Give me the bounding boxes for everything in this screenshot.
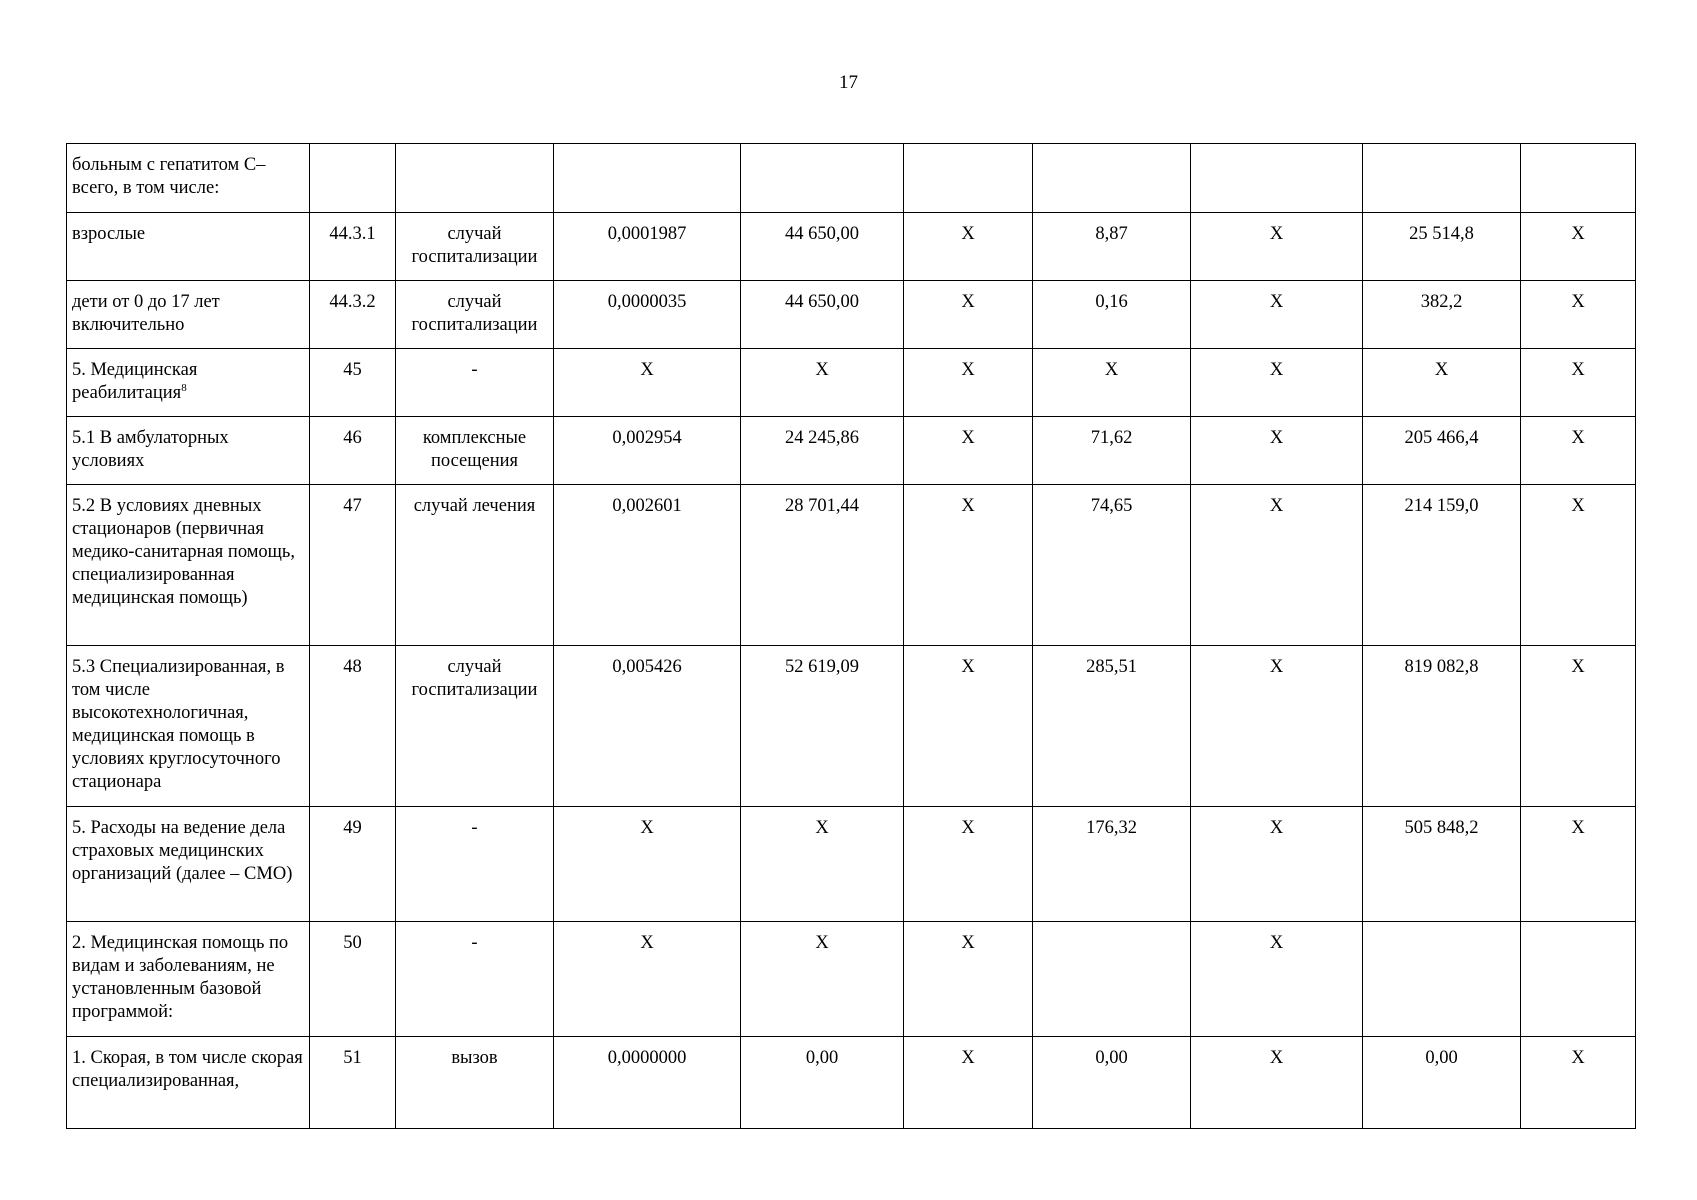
unit-cell: случай госпитализации [396,281,554,349]
row-number: 50 [310,922,396,1037]
value-cell: X [554,349,741,417]
value-cell: 25 514,8 [1363,213,1521,281]
value-cell [741,144,904,213]
row-number: 44.3.1 [310,213,396,281]
value-cell: 505 848,2 [1363,807,1521,922]
value-cell [1033,922,1191,1037]
value-cell: 0,002601 [554,485,741,646]
value-cell: X [1521,646,1636,807]
value-cell: X [1521,1037,1636,1129]
table-row [67,281,1636,349]
row-name: больным с гепатитом С–всего, в том числе: [67,144,310,213]
table-row [67,144,1636,213]
unit-cell [396,144,554,213]
row-name: 5. Расходы на ведение дела страховых медицинских организаций (далее – СМО) [67,807,310,922]
row-number: 49 [310,807,396,922]
value-cell: 0,002954 [554,417,741,485]
value-cell: 74,65 [1033,485,1191,646]
unit-cell: - [396,349,554,417]
data-table [66,143,1636,1129]
value-cell: 205 466,4 [1363,417,1521,485]
value-cell: 0,00 [1033,1037,1191,1129]
value-cell: X [904,1037,1033,1129]
value-cell: 28 701,44 [741,485,904,646]
value-cell: 0,16 [1033,281,1191,349]
table-row [67,922,1636,1037]
value-cell: 0,00 [741,1037,904,1129]
page-number: 17 [839,72,858,93]
value-cell: X [1521,349,1636,417]
value-cell: 285,51 [1033,646,1191,807]
value-cell [1191,144,1363,213]
unit-cell: случай лечения [396,485,554,646]
row-name: дети от 0 до 17 лет включительно [67,281,310,349]
row-number: 44.3.2 [310,281,396,349]
value-cell: 214 159,0 [1363,485,1521,646]
value-cell [904,144,1033,213]
value-cell: X [1521,485,1636,646]
value-cell: X [904,646,1033,807]
value-cell: X [554,922,741,1037]
value-cell: X [554,807,741,922]
value-cell: 24 245,86 [741,417,904,485]
value-cell: X [904,349,1033,417]
value-cell: X [1191,922,1363,1037]
value-cell: 0,00 [1363,1037,1521,1129]
value-cell: 44 650,00 [741,213,904,281]
row-name: 5.1 В амбулаторных условиях [67,417,310,485]
row-number [310,144,396,213]
unit-cell: комплексные посещения [396,417,554,485]
unit-cell: случай госпитализации [396,213,554,281]
row-name: 5.3 Специализированная, в том числе высокотехнологичная, медицинская помощь в условиях круглосуточного стационара [67,646,310,807]
value-cell: X [1191,417,1363,485]
unit-cell: случай госпитализации [396,646,554,807]
value-cell: 176,32 [1033,807,1191,922]
value-cell: X [741,922,904,1037]
row-name [67,349,310,417]
value-cell: X [904,922,1033,1037]
unit-cell: - [396,807,554,922]
value-cell: 44 650,00 [741,281,904,349]
row-name: 1. Скорая, в том числе скорая специализированная, [67,1037,310,1129]
value-cell: 52 619,09 [741,646,904,807]
table-row [67,417,1636,485]
row-name: 2. Медицинская помощь по видам и заболеваниям, не установленным базовой программой: [67,922,310,1037]
value-cell: 0,0001987 [554,213,741,281]
value-cell: X [1521,417,1636,485]
value-cell: 8,87 [1033,213,1191,281]
unit-cell: вызов [396,1037,554,1129]
value-cell [1521,144,1636,213]
value-cell: X [1191,1037,1363,1129]
value-cell: X [1191,349,1363,417]
row-number: 51 [310,1037,396,1129]
value-cell: 71,62 [1033,417,1191,485]
value-cell: X [904,213,1033,281]
value-cell [1363,922,1521,1037]
row-number: 46 [310,417,396,485]
value-cell [554,144,741,213]
value-cell: X [1521,807,1636,922]
value-cell: X [1191,485,1363,646]
row-number: 48 [310,646,396,807]
value-cell: X [741,807,904,922]
table-row [67,213,1636,281]
row-number: 47 [310,485,396,646]
table-row [67,485,1636,646]
value-cell: X [1033,349,1191,417]
value-cell: 0,005426 [554,646,741,807]
row-name: 5.2 В условиях дневных стационаров (первичная медико-санитарная помощь, специализированная медицинская помощь) [67,485,310,646]
value-cell: X [1191,646,1363,807]
value-cell: 0,0000035 [554,281,741,349]
value-cell: X [904,807,1033,922]
table-row [67,807,1636,922]
value-cell [1363,144,1521,213]
table-row [67,1037,1636,1129]
value-cell: 0,0000000 [554,1037,741,1129]
row-number: 45 [310,349,396,417]
value-cell: X [741,349,904,417]
footnote-mark: 8 [181,381,187,394]
value-cell: X [1521,281,1636,349]
value-cell: X [1191,213,1363,281]
table-row [67,646,1636,807]
value-cell: X [904,417,1033,485]
value-cell: 382,2 [1363,281,1521,349]
row-name: взрослые [67,213,310,281]
value-cell: X [1521,213,1636,281]
value-cell: X [904,281,1033,349]
value-cell [1521,922,1636,1037]
value-cell: X [1363,349,1521,417]
unit-cell: - [396,922,554,1037]
value-cell: 819 082,8 [1363,646,1521,807]
value-cell: X [1191,807,1363,922]
value-cell [1033,144,1191,213]
table-row [67,349,1636,417]
value-cell: X [904,485,1033,646]
row-name-text: 5. Медицинская реабилитация [72,360,198,403]
value-cell: X [1191,281,1363,349]
